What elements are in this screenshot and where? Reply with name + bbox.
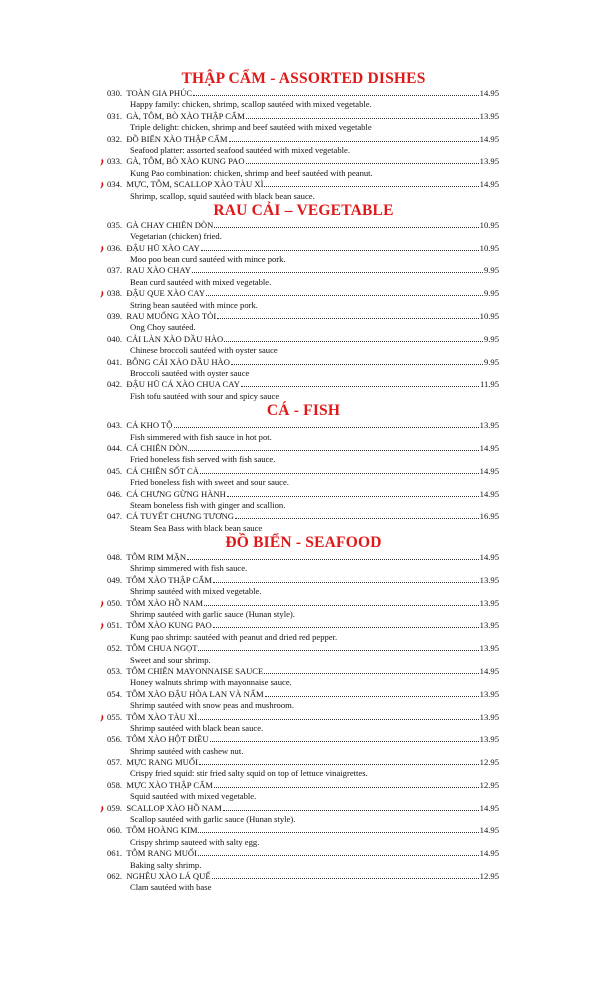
item-number: 051. [107,620,123,631]
item-title: TÔM XÀO THẬP CẨM [126,574,213,585]
item-price: 13.95 [479,620,499,631]
item-price: 13.95 [479,420,499,431]
item-line [107,111,499,122]
item-description: Happy family: chicken, shrimp, scallop sautéed with mixed vegetable. [130,99,372,110]
dot-leader [192,265,483,273]
item-name [107,757,198,768]
item-title: TÔM CHUA NGỌT [126,643,198,654]
item-name [107,825,197,836]
item-title: TÔM XÀO TÀU XÌ [126,711,198,722]
item-number: 044. [107,442,123,453]
item-number: 040. [107,333,123,344]
item-title: NGHÊU XÀO LÁ QUẾ [126,871,211,881]
item-number: 047. [107,511,123,522]
item-number: 039. [107,311,123,322]
item-line [107,871,499,882]
item-price: 14.95 [479,825,499,836]
item-name [107,666,263,677]
item-description: Broccoli sautéed with oyster sauce [130,367,250,378]
item-number: 058. [107,779,123,790]
item-number: 035. [107,219,123,230]
item-line [107,575,499,586]
item-title: TÔM XÀO KUNG PAO [126,620,212,631]
item-description: Bean curd sautéed with mixed vegetable. [130,276,272,287]
item-price: 13.95 [479,597,499,608]
item-description: Kung Pao combination: chicken, shrimp and beef sautéed with peanut. [130,167,373,178]
item-title: CẢI LÀN XÀO DẦU HÀO [126,333,224,344]
item-number: 034. [107,179,123,190]
item-description: Shrimp sautéed with mixed vegetable. [130,586,262,597]
item-list [0,220,607,402]
menu-item [0,311,607,334]
menu-item [0,156,607,179]
item-title: ĐỒ BIỂN XÀO THẬP CẨM [126,133,228,144]
menu-item [0,643,607,666]
item-title: RAU XÀO CHAY [126,265,191,276]
menu-item [0,780,607,803]
item-number: 054. [107,688,123,699]
item-price: 9.95 [483,356,499,367]
item-name [107,311,216,322]
item-line [107,379,499,390]
item-title: CÁ CHIÊN SỐT CÀ [126,465,200,476]
item-name [107,511,234,522]
item-line [107,689,499,700]
item-description: Moo poo bean curd sautéed with mince pork. [130,254,286,265]
dot-leader [174,420,479,428]
item-name [107,643,197,654]
item-title: MỰC XÀO THẬP CẨM [126,779,213,790]
dot-leader [198,712,479,720]
item-description: Shrimp, scallop, squid sautéed with black bean sauce. [130,190,315,201]
item-title: GÀ, TÔM, BÒ XÀO KUNG PAO [126,156,245,167]
item-line [107,334,499,345]
item-title: ĐẬU QUE XÀO CAY [126,288,206,299]
item-line [107,598,499,609]
menu-item [0,620,607,643]
dot-leader [235,511,479,519]
item-price: 14.95 [479,465,499,476]
menu-item [0,243,607,266]
menu-item [0,288,607,311]
menu-page [0,70,607,894]
menu-item [0,179,607,202]
item-price: 14.95 [479,88,499,98]
item-line [107,288,499,299]
dot-leader [198,643,478,651]
dot-leader [217,311,478,319]
dot-leader [223,803,479,811]
item-name [107,443,187,454]
item-number: 057. [107,757,123,768]
item-name [107,88,192,99]
item-price: 13.95 [479,110,499,121]
item-price: 12.95 [479,779,499,790]
section-title: ĐỒ BIỂN - SEAFOOD [225,534,382,552]
dot-leader [214,780,479,788]
item-line [107,734,499,745]
dot-leader [246,156,479,164]
item-name [107,134,228,145]
dot-leader [246,111,479,119]
menu-item [0,466,607,489]
item-line [107,511,499,522]
item-price: 9.95 [483,333,499,344]
section-title: CÁ - FISH [266,402,341,420]
item-description: Steam boneless fish with ginger and scallion. [130,499,286,510]
chili-pepper-icon [99,714,105,722]
chili-pepper-icon [99,245,105,253]
item-description: Fried boneless fish served with fish sauce. [130,454,276,465]
item-line [107,620,499,631]
item-name [107,466,199,477]
item-line [107,666,499,677]
item-description: Crispy shrimp sauteed with salty egg. [130,836,260,847]
chili-pepper-icon [99,290,105,298]
item-line [107,848,499,859]
menu-item [0,265,607,288]
item-number: 049. [107,574,123,585]
dot-leader [199,757,479,765]
menu-item [0,598,607,621]
item-title: CÁ TUYẾT CHƯNG TƯƠNG [126,511,234,522]
item-title: TÔM CHIÊN MAYONNAISE SAUCE [126,665,264,676]
menu-item [0,803,607,826]
item-price: 9.95 [483,288,499,299]
item-title: SCALLOP XÀO HỒ NAM [126,802,222,813]
item-description: Fish simmered with fish sauce in hot pot. [130,431,272,442]
dot-leader [187,552,479,560]
item-number: 050. [107,597,123,608]
dot-leader [231,357,483,365]
item-description: Triple delight: chicken, shrimp and beef sautéed with mixed vegetable [130,122,372,133]
item-description: Honey walnuts shrimp with mayonnaise sauce. [130,677,292,688]
item-list [0,552,607,894]
item-name [107,712,197,723]
menu-item [0,511,607,534]
item-number: 052. [107,643,123,654]
dot-leader [241,379,479,387]
menu-item [0,379,607,402]
menu-item [0,689,607,712]
menu-item [0,575,607,598]
item-price: 9.95 [483,265,499,276]
item-name [107,575,212,586]
item-line [107,134,499,145]
item-name [107,734,209,745]
item-description: Squid sautéed with mixed vegetable. [130,791,257,802]
item-number: 031. [107,110,123,121]
item-title: BÔNG CẢI XÀO DẦU HÀO [126,356,230,367]
menu-item [0,88,607,111]
item-name [107,552,186,563]
menu-item [0,489,607,512]
item-name [107,803,222,814]
item-number: 062. [107,871,123,881]
item-title: TÔM RANG MUỐI [126,848,198,859]
dot-leader [213,575,479,583]
item-price: 13.95 [479,688,499,699]
item-number: 038. [107,288,123,299]
item-name [107,220,213,231]
item-description: Shrimp sautéed with snow peas and mushroom. [130,700,294,711]
item-price: 14.95 [479,552,499,563]
item-title: TÔM RIM MẶN [126,552,187,563]
item-line [107,780,499,791]
menu-item [0,420,607,443]
section-title: RAU CẢI – VEGETABLE [213,201,394,219]
item-name [107,871,211,882]
item-description: Chinese broccoli sautéed with oyster sauce [130,345,278,356]
item-price: 14.95 [479,665,499,676]
menu-item [0,357,607,380]
item-price: 14.95 [479,442,499,453]
item-price: 14.95 [479,802,499,813]
dot-leader [198,825,478,833]
dot-leader [213,620,479,628]
item-line [107,757,499,768]
item-name [107,620,212,631]
item-line [107,265,499,276]
item-list [0,88,607,202]
item-title: GÀ, TÔM, BÒ XÀO THẬP CẨM [126,110,245,121]
item-number: 053. [107,665,123,676]
dot-leader [229,134,479,142]
item-line [107,803,499,814]
dot-leader [204,598,479,606]
item-line [107,643,499,654]
item-price: 12.95 [479,871,499,881]
item-price: 13.95 [479,734,499,745]
item-line [107,489,499,500]
item-name [107,780,213,791]
item-number: 045. [107,465,123,476]
item-description: Crispy fried squid: stir fried salty squid on top of lettuce vinaigrettes. [130,768,368,779]
item-title: TÔM HOÀNG KIM [126,825,198,836]
item-number: 061. [107,848,123,859]
dot-leader [210,734,479,742]
item-name [107,689,264,700]
dot-leader [206,288,483,296]
item-number: 056. [107,734,123,745]
dot-leader [264,666,478,674]
dot-leader [214,220,478,228]
chili-pepper-icon [99,158,105,166]
item-price: 14.95 [479,848,499,859]
item-title: ĐẬU HŨ CÁ XÀO CHUA CAY [126,379,240,390]
chili-pepper-icon [99,805,105,813]
item-price: 13.95 [479,711,499,722]
chili-pepper-icon [99,600,105,608]
menu-item [0,848,607,871]
item-line [107,156,499,167]
item-name [107,334,223,345]
item-price: 10.95 [479,242,499,253]
dot-leader [193,88,479,96]
item-line [107,311,499,322]
menu-section [0,202,607,402]
item-number: 037. [107,265,123,276]
dot-leader [198,848,479,856]
item-name [107,156,245,167]
item-description: Vegetarian (chicken) fried. [130,231,222,242]
menu-section [0,402,607,534]
item-number: 030. [107,88,123,98]
item-line [107,466,499,477]
item-list [0,420,607,534]
item-price: 12.95 [479,757,499,768]
item-number: 059. [107,802,123,813]
item-description: Shrimp simmered with fish sauce. [130,563,248,574]
menu-item [0,712,607,735]
item-number: 032. [107,133,123,144]
item-description: Clam sautéed with base [130,882,212,893]
item-description: Baking salty shrimp. [130,859,202,870]
item-name [107,598,203,609]
item-title: TOÀN GIA PHÚC [126,88,193,98]
item-description: String bean sautéed with mince pork. [130,299,258,310]
item-title: TÔM XÀO ĐẬU HÒA LAN VÀ NẤM [126,688,264,699]
item-price: 16.95 [479,511,499,522]
item-description: Shrimp sautéed with garlic sauce (Hunan style). [130,609,295,620]
item-number: 033. [107,156,123,167]
item-name [107,420,173,431]
item-description: Sweet and sour shrimp. [130,654,211,665]
item-price: 14.95 [479,133,499,144]
item-line [107,88,499,99]
item-description: Kung pao shrimp: sautéed with peanut and dried red pepper. [130,631,338,642]
item-number: 036. [107,242,123,253]
item-title: CÁ KHO TỘ [126,420,173,431]
item-title: GÀ CHAY CHIÊN DÒN [126,219,214,230]
item-description: Ong Choy sautéed. [130,322,196,333]
menu-item [0,825,607,848]
item-name [107,489,226,500]
item-line [107,825,499,836]
chili-pepper-icon [99,181,105,189]
menu-item [0,666,607,689]
item-name [107,357,230,368]
item-name [107,848,197,859]
item-description: Fried boneless fish with sweet and sour sauce. [130,477,289,488]
item-line [107,420,499,431]
item-price: 11.95 [479,379,499,390]
dot-leader [224,334,483,342]
menu-item [0,134,607,157]
item-name [107,243,200,254]
item-description: Steam Sea Bass with black bean sauce [130,522,263,533]
item-number: 041. [107,356,123,367]
dot-leader [188,443,478,451]
item-name [107,379,240,390]
item-number: 042. [107,379,123,390]
dot-leader [212,871,479,879]
item-number: 055. [107,711,123,722]
dot-leader [201,243,479,251]
menu-section [0,534,607,894]
item-description: Shrimp sautéed with cashew nut. [130,745,244,756]
dot-leader [265,689,479,697]
menu-item [0,220,607,243]
item-title: CÁ CHIÊN DÒN [126,442,188,453]
item-line [107,712,499,723]
item-name [107,179,263,190]
item-price: 14.95 [479,488,499,499]
menu-item [0,552,607,575]
item-name [107,288,205,299]
item-title: RAU MUỐNG XÀO TỎI [126,311,217,322]
item-line [107,552,499,563]
item-title: TÔM XÀO HỒ NAM [126,597,203,608]
dot-leader [227,489,479,497]
item-price: 13.95 [479,156,499,167]
item-line [107,357,499,368]
item-description: Fish tofu sautéed with sour and spicy sauce [130,390,280,401]
item-price: 13.95 [479,574,499,585]
item-title: MỰC RANG MUỐI [126,757,198,768]
section-title: THẬP CẨM - ASSORTED DISHES [181,70,426,87]
item-title: MỰC, TÔM, SCALLOP XÀO TÀU XÌ [126,179,264,190]
item-line [107,243,499,254]
menu-section [0,70,607,202]
item-description: Shrimp sautéed with black bean sauce. [130,722,264,733]
item-name [107,265,191,276]
item-title: TÔM XÀO HỘT ĐIỀU [126,734,209,745]
item-line [107,220,499,231]
item-description: Scallop sautéed with garlic sauce (Hunan style). [130,814,296,825]
item-price: 10.95 [479,219,499,230]
item-number: 060. [107,825,123,836]
item-title: ĐẬU HŨ XÀO CAY [126,242,200,253]
menu-item [0,757,607,780]
dot-leader [264,179,478,187]
item-name [107,111,245,122]
item-line [107,443,499,454]
item-line [107,179,499,190]
menu-item [0,111,607,134]
item-description: Seafood platter: assorted seafood sautéed with mixed vegetable. [130,144,351,155]
chili-pepper-icon [99,622,105,630]
menu-item [0,334,607,357]
item-price: 13.95 [479,643,499,654]
item-price: 14.95 [479,179,499,190]
item-price: 10.95 [479,311,499,322]
item-number: 043. [107,420,123,431]
item-number: 046. [107,488,123,499]
dot-leader [200,466,479,474]
item-number: 048. [107,552,123,563]
item-title: CÁ CHƯNG GỪNG HÀNH [126,488,226,499]
menu-item [0,734,607,757]
menu-item [0,443,607,466]
menu-item [0,871,607,894]
